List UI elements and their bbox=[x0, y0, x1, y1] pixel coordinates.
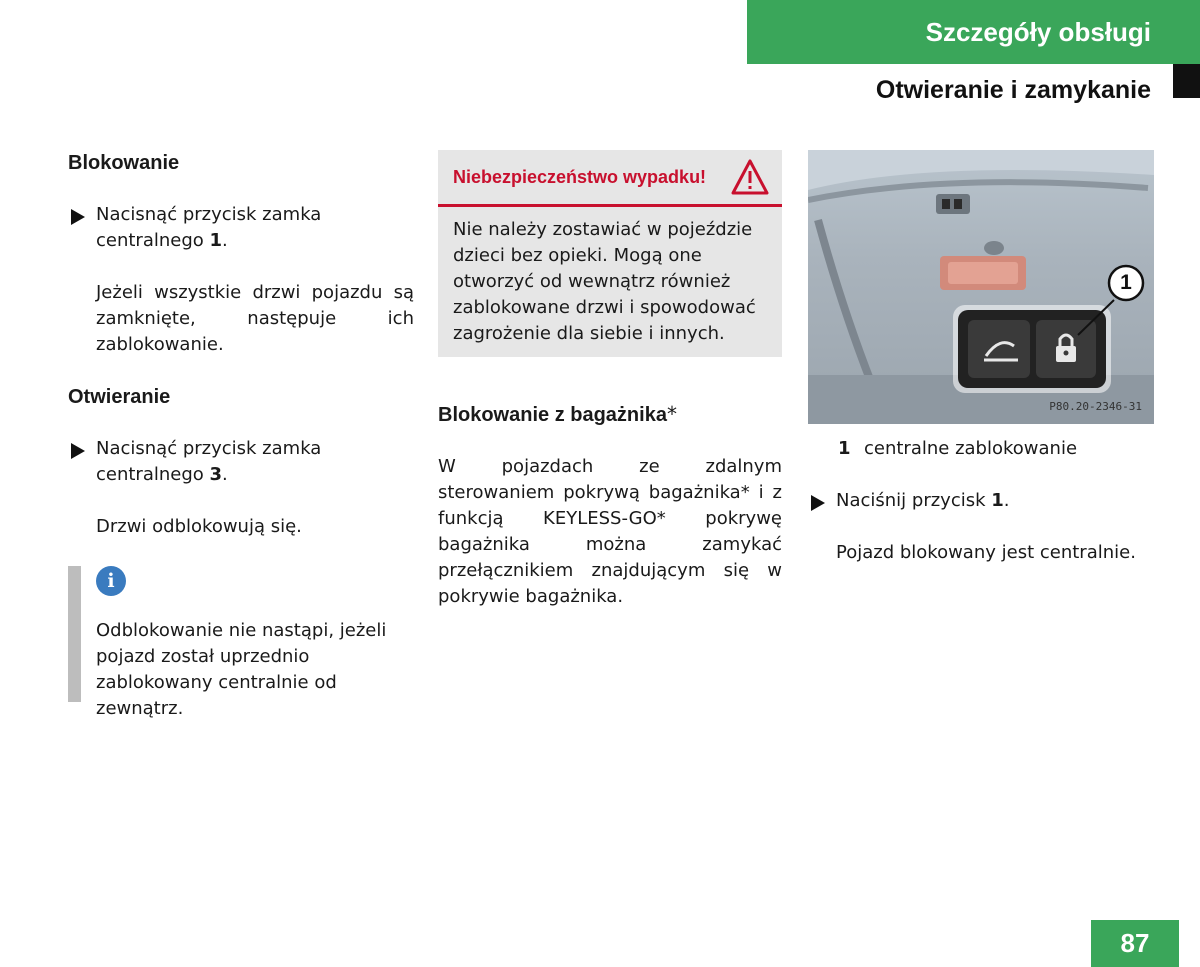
trunk-lock-step-number: 1 bbox=[991, 490, 1004, 511]
locking-step-end: . bbox=[222, 230, 228, 251]
trunk-lid-figure bbox=[808, 150, 1154, 424]
warning-triangle-icon bbox=[730, 158, 770, 196]
opening-step bbox=[68, 436, 414, 488]
step-arrow-icon bbox=[811, 495, 825, 511]
page-number: 87 bbox=[1091, 920, 1179, 967]
step-arrow-icon bbox=[71, 209, 85, 225]
left-column bbox=[68, 150, 414, 722]
locking-note: Jeżeli wszystkie drzwi pojazdu są zamknięte, następuje ich zablokowanie. bbox=[96, 282, 414, 355]
opening-step-number: 3 bbox=[209, 464, 223, 485]
trunk-heading bbox=[438, 401, 782, 428]
right-column bbox=[808, 150, 1154, 566]
opening-heading: Otwieranie bbox=[68, 386, 171, 408]
info-text: Odblokowanie nie nastąpi, jeżeli pojazd został uprzednio zablokowany centralnie od zewnątrz. bbox=[96, 620, 387, 719]
chapter-title: Szczegóły obsługi bbox=[925, 16, 1151, 47]
trunk-text: W pojazdach ze zdalnym sterowaniem pokrywą bagażnika* i z funkcją KEYLESS-GO* pokrywę bagażnika można zamykać przełącznikiem znajdującym się w pokrywie bagażnika. bbox=[438, 456, 782, 607]
step-arrow-icon bbox=[71, 443, 85, 459]
opening-note: Drzwi odblokowują się. bbox=[96, 516, 302, 537]
figure-callout-label: 1 bbox=[1120, 271, 1132, 294]
trunk-heading-star: * bbox=[666, 402, 677, 426]
info-box bbox=[68, 566, 414, 722]
locking-step-number: 1 bbox=[209, 230, 223, 251]
warning-header bbox=[438, 150, 782, 207]
info-bar bbox=[68, 566, 81, 702]
trunk-heading-text: Blokowanie z bagażnika bbox=[438, 404, 667, 426]
figure-caption bbox=[808, 436, 1154, 462]
caption-text: centralne zablokowanie bbox=[864, 438, 1078, 459]
middle-column bbox=[438, 150, 782, 610]
locking-step-text: Nacisnąć przycisk zamka centralnego bbox=[96, 204, 322, 251]
trunk-lock-step bbox=[808, 488, 1154, 514]
warning-title: Niebezpieczeństwo wypadku! bbox=[453, 167, 707, 187]
thumb-tab bbox=[1173, 64, 1200, 98]
opening-step-text: Nacisnąć przycisk zamka centralnego bbox=[96, 438, 322, 485]
caption-number: 1 bbox=[838, 438, 851, 459]
chapter-header bbox=[747, 0, 1200, 64]
trunk-lock-step-text: Naciśnij przycisk bbox=[836, 490, 992, 511]
opening-step-end: . bbox=[222, 464, 228, 485]
figure-code: P80.20-2346-31 bbox=[1049, 400, 1142, 413]
locking-step bbox=[68, 202, 414, 254]
trunk-lock-note: Pojazd blokowany jest centralnie. bbox=[836, 542, 1136, 563]
info-icon: i bbox=[96, 566, 126, 596]
warning-body: Nie należy zostawiać w pojeździe dzieci bez opieki. Mogą one otworzyć od wewnątrz również zablokowane drzwi i spowodować zagrożenie dla siebie i innych. bbox=[453, 219, 756, 344]
trunk-lock-step-end: . bbox=[1003, 490, 1010, 511]
section-title: Otwieranie i zamykanie bbox=[875, 76, 1151, 104]
trunk-lid-illustration bbox=[808, 150, 1154, 424]
locking-heading: Blokowanie bbox=[68, 152, 180, 174]
warning-box bbox=[438, 150, 782, 357]
